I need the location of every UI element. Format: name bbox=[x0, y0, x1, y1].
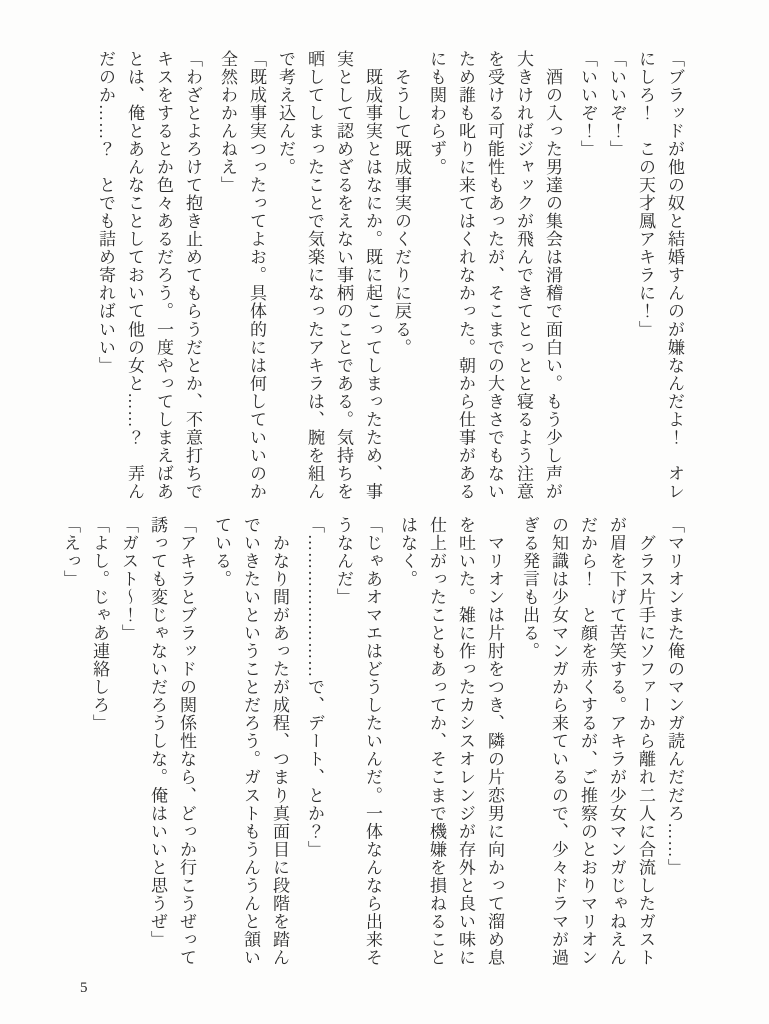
text-line: が眉を下げて苦笑する。アキラが少女マンガじゃねえん bbox=[607, 516, 626, 967]
text-line: 「マリオンまた俺のマンガ読んだだろ……」 bbox=[665, 516, 684, 877]
text-line: にしろ！ この天才鳳アキラに！」 bbox=[636, 50, 655, 339]
text-line: 実として認めざるをえない事柄のことである。気持ちを bbox=[334, 50, 353, 501]
text-line: キスをするとか色々あるだろう。一度やってしまえばあ bbox=[154, 50, 173, 501]
text-line: だのか……？ とでも詰め寄ればいい」 bbox=[96, 50, 115, 375]
text-line: マリオンは片肘をつき、隣の片恋男に向かって溜め息 bbox=[485, 516, 504, 967]
text-line: で考え込んだ。 bbox=[276, 50, 295, 177]
text-line: 既成事実とはなにか。既に起こってしまったため、事 bbox=[363, 50, 382, 501]
text-line: ている。 bbox=[212, 516, 231, 589]
text-line: 「わざとよろけて抱き止めてもらうだとか、不意打ちで bbox=[183, 50, 202, 501]
text-line: そうして既成事実のくだりに戻る。 bbox=[392, 50, 411, 357]
text-line: を吐いた。雑に作ったカシスオレンジが存外と良い味に bbox=[456, 516, 475, 967]
page-number: 5 bbox=[80, 980, 88, 996]
text-line: 晒してしまったことで気楽になったアキラは、腕を組ん bbox=[305, 50, 324, 501]
text-line: にも関わらず。 bbox=[427, 50, 446, 177]
paragraph-group bbox=[422, 50, 567, 508]
text-line: 「アキラとブラッドの関係性なら、どっか行こうぜって bbox=[177, 516, 196, 967]
text-line: ため誰も叱りに来てはくれなかった。朝から仕事がある bbox=[456, 50, 475, 501]
paragraph-group bbox=[515, 516, 689, 974]
text-line: 「じゃあオマエはどうしたいんだ。一体なんなら出来そ bbox=[363, 516, 382, 967]
text-line: 「ガスト〜！」 bbox=[119, 516, 138, 643]
text-line: 酒の入った男達の集会は滑稽で面白い。もう少し声が bbox=[543, 50, 562, 501]
paragraph-group bbox=[393, 516, 509, 974]
paragraph-group bbox=[573, 50, 689, 508]
text-line: 「……………………で、デート、とか？」 bbox=[305, 516, 324, 859]
text-line: 大きければジャックが飛んできてとっとと寝るよう注意 bbox=[514, 50, 533, 501]
text-line: 「既成事実つったってよお。具体的には何していいのか bbox=[247, 50, 266, 501]
text-line: 仕上がったこともあってか、そこまで機嫌を損ねること bbox=[427, 516, 446, 967]
text-line: ぎる発言も出る。 bbox=[520, 516, 539, 661]
text-line: だから！ と顔を赤くするが、ご推察のとおりマリオン bbox=[578, 516, 597, 967]
text-line: を受ける可能性もあったが、そこまでの大きさでもない bbox=[485, 50, 504, 501]
text-line: の知識は少女マンガから来ているので、少々ドラマが過 bbox=[549, 516, 568, 967]
text-line: とは、俺とあんなことしておいて他の女と……？ 弄ん bbox=[125, 50, 144, 501]
text-line: 「いいぞ！」 bbox=[607, 50, 626, 159]
bottom-text-block bbox=[50, 516, 689, 974]
text-line: でいきたいということだろう。ガストもうんうんと頷い bbox=[241, 516, 260, 967]
paragraph-group bbox=[91, 50, 207, 508]
text-line: 「えっ」 bbox=[61, 516, 80, 589]
text-line: はなく。 bbox=[398, 516, 417, 589]
text-line: 誘っても変じゃないだろうしな。俺はいいと思うぜ」 bbox=[148, 516, 167, 949]
text-line: 「いいぞ！」 bbox=[578, 50, 597, 159]
text-line: かなり間があったが成程、つまり真面目に段階を踏ん bbox=[270, 516, 289, 967]
text-line: グラス片手にソファーから離れ二人に合流したガスト bbox=[636, 516, 655, 967]
text-line: 「ブラッドが他の奴と結婚すんのが嫌なんだよ！ オレ bbox=[665, 50, 684, 501]
paragraph-group bbox=[300, 516, 387, 974]
paragraph-group bbox=[207, 516, 294, 974]
top-text-block bbox=[85, 50, 689, 508]
text-line: 全然わかんねえ」 bbox=[218, 50, 237, 195]
paragraph-group bbox=[213, 50, 416, 508]
paragraph-group bbox=[56, 516, 201, 974]
text-line: 「よし。じゃあ連絡しろ」 bbox=[90, 516, 109, 733]
text-line: うなんだ」 bbox=[334, 516, 353, 607]
